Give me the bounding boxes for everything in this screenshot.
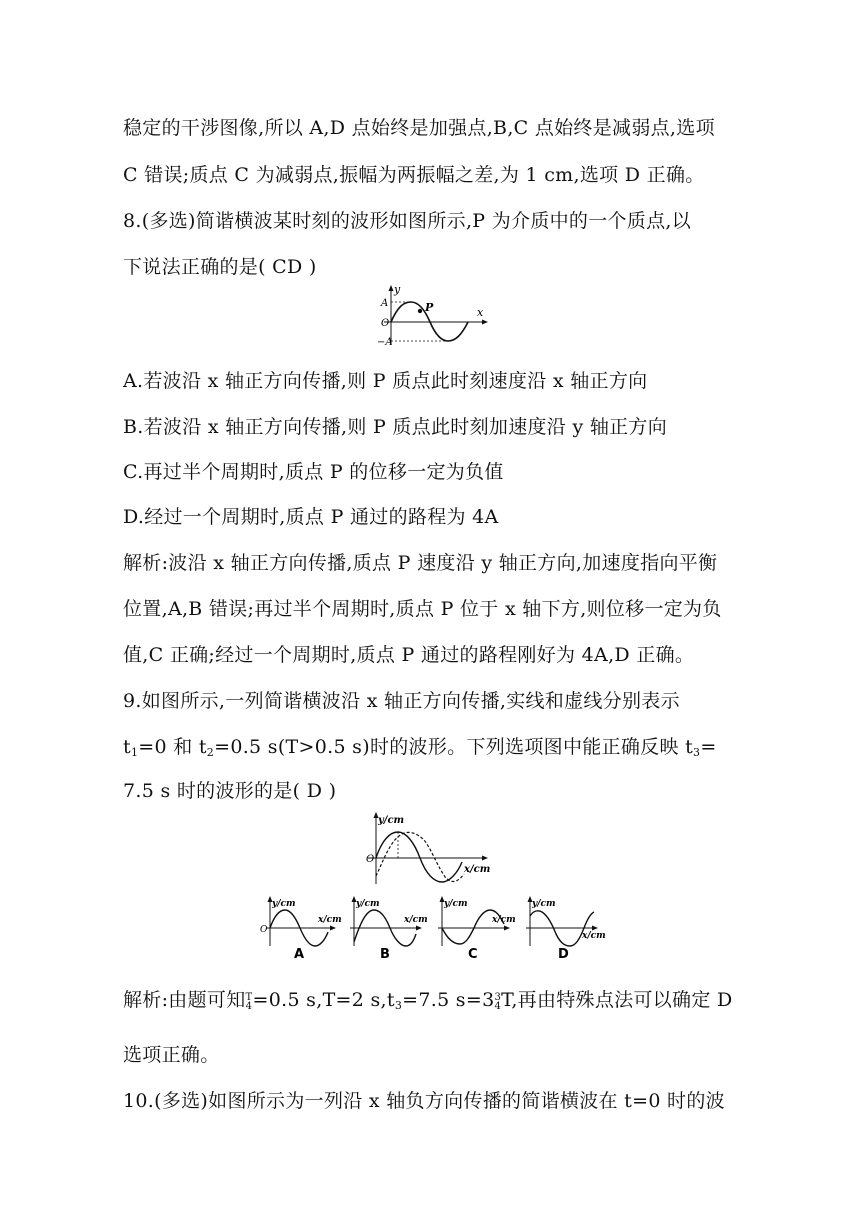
fig9-x-label: x/cm bbox=[464, 864, 491, 875]
analysis-9-line-2: 选项正确。 bbox=[123, 1044, 220, 1066]
option-C-label: C bbox=[468, 947, 478, 960]
option-8-C: C.再过半个周期时,质点 P 的位移一定为负值 bbox=[123, 461, 504, 483]
option-8-A: A.若波沿 x 轴正方向传播,则 P 质点此时刻速度沿 x 轴正方向 bbox=[123, 370, 648, 392]
figure-q8-wave bbox=[364, 284, 494, 350]
analysis-8-line-3: 值,C 正确;经过一个周期时,质点 P 通过的路程刚好为 4A,D 正确。 bbox=[123, 644, 695, 666]
figure-q9-wave bbox=[362, 810, 502, 888]
svg-text:x/cm: x/cm bbox=[582, 931, 606, 941]
option-8-B: B.若波沿 x 轴正方向传播,则 P 质点此时刻加速度沿 y 轴正方向 bbox=[123, 416, 668, 438]
fig8-negA-label: −A bbox=[377, 337, 393, 348]
question-9-stem-end: 7.5 s 时的波形的是( D ) bbox=[123, 780, 337, 802]
svg-text:y/cm: y/cm bbox=[356, 899, 380, 909]
option-D-label: D bbox=[558, 947, 569, 960]
question-9-stem: 9.如图所示,一列简谐横波沿 x 轴正方向传播,实线和虚线分别表示 bbox=[123, 690, 680, 712]
fig9-origin-label: O bbox=[366, 854, 375, 865]
option-graph-D bbox=[520, 894, 610, 960]
option-B-label: B bbox=[380, 947, 390, 960]
option-8-D: D.经过一个周期时,质点 P 通过的路程为 4A bbox=[123, 506, 499, 528]
option-graph-C bbox=[432, 894, 518, 960]
svg-text:x/cm: x/cm bbox=[404, 915, 428, 925]
analysis-8-line-2: 位置,A,B 错误;再过半个周期时,质点 P 位于 x 轴下方,则位移一定为负 bbox=[123, 598, 722, 620]
fig8-origin-label: O bbox=[381, 318, 390, 329]
fig9-y-label: y/cm bbox=[378, 815, 405, 826]
analysis-9-line-1: 解析:由题可知T 4=0.5 s,T=2 $s,t_3=7.5$ s=33 4T,再由特殊点法可以确定 D bbox=[123, 989, 733, 1012]
option-graph-B bbox=[344, 894, 430, 960]
fig8-y-label: y bbox=[394, 284, 401, 296]
question-8-stem: 8.(多选)简谐横波某时刻的波形如图所示,P 为介质中的一个质点,以 bbox=[123, 210, 692, 232]
svg-text:x/cm: x/cm bbox=[492, 915, 516, 925]
svg-text:y/cm: y/cm bbox=[532, 899, 556, 909]
text-line-1: 稳定的干涉图像,所以 A,D 点始终是加强点,B,C 点始终是减弱点,选项 bbox=[123, 117, 715, 139]
analysis-8-line-1: 解析:波沿 x 轴正方向传播,质点 P 速度沿 y 轴正方向,加速度指向平衡 bbox=[123, 552, 718, 574]
svg-text:y/cm: y/cm bbox=[444, 899, 468, 909]
option-A-label: A bbox=[294, 947, 305, 960]
svg-text:y/cm: y/cm bbox=[272, 899, 296, 909]
fig8-x-label: x bbox=[477, 306, 484, 319]
question-10-stem: 10.(多选)如图所示为一列沿 x 轴负方向传播的简谐横波在 t=0 时的波 bbox=[123, 1090, 725, 1112]
text-line-2: C 错误;质点 C 为减弱点,振幅为两振幅之差,为 1 cm,选项 D 正确。 bbox=[123, 164, 705, 186]
question-8-stem-cont: 下说法正确的是( CD ) bbox=[123, 256, 317, 278]
fig8-P-label: P bbox=[425, 301, 434, 314]
fig8-A-label: A bbox=[381, 298, 389, 309]
svg-text:x/cm: x/cm bbox=[318, 915, 342, 925]
question-9-stem-cont: $t_1=0$ 和 $t_2=0.5$ s(T>0.5 s)时的波形。下列选项图中能正确反映 $t_3=$ bbox=[123, 736, 717, 759]
svg-text:O: O bbox=[260, 925, 268, 935]
option-graph-A bbox=[258, 894, 344, 960]
